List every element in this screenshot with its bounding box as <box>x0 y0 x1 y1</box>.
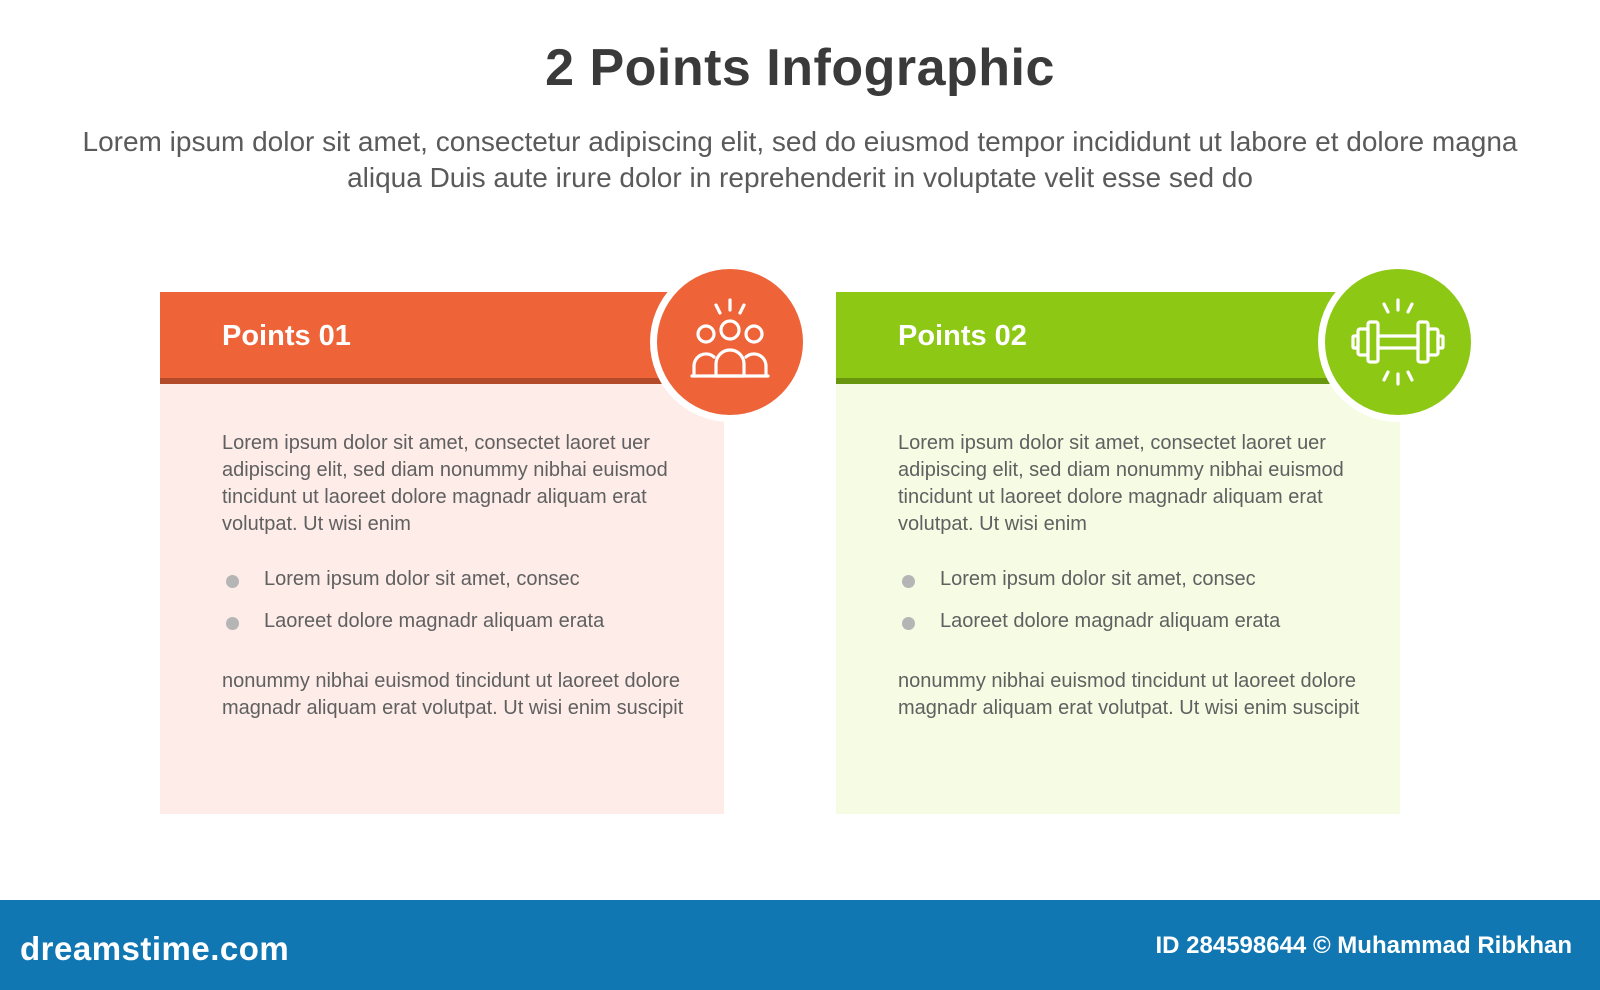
bullet-dot <box>902 575 915 588</box>
bullet-dot <box>902 617 915 630</box>
point-card-1 <box>160 292 724 814</box>
bullet-text: Lorem ipsum dolor sit amet, consec <box>264 568 580 590</box>
page-title: 2 Points Infographic <box>545 39 1055 97</box>
bullet-item <box>898 608 1368 634</box>
card-description-2: nonummy nibhai euismod tincidunt ut laoreet dolore magnadr aliquam erat volutpat. Ut wisi enim suscipit <box>222 670 684 719</box>
people-group-icon <box>657 269 803 415</box>
footer-bar <box>0 900 1600 990</box>
card-header <box>836 292 1356 384</box>
icon-badge <box>1318 262 1478 422</box>
icon-badge <box>650 262 810 422</box>
card-label: Points 01 <box>222 320 351 352</box>
bullet-item <box>898 566 1368 592</box>
bullet-item <box>222 566 692 592</box>
point-card-2 <box>836 292 1400 814</box>
page-subtitle: Lorem ipsum dolor sit amet, consectetur adipiscing elit, sed do eiusmod tempor incididunt ut labore et dolore magna aliqua Duis aute irure dolor in reprehenderit in voluptate velit esse sed do <box>82 126 1518 193</box>
card-header <box>160 292 680 384</box>
image-credit: ID 284598644 © Muhammad Ribkhan <box>1155 932 1572 959</box>
header-shadow <box>836 378 1356 384</box>
dumbbell-icon <box>1325 269 1471 415</box>
bullet-list <box>898 566 1368 650</box>
bullet-text: Lorem ipsum dolor sit amet, consec <box>940 568 1256 590</box>
card-description: Lorem ipsum dolor sit amet, consectet laoret uer adipiscing elit, sed diam nonummy nibhai euismod tincidunt ut laoreet dolore magnadr aliquam erat volutpat. Ut wisi enim <box>898 432 1344 535</box>
bullet-dot <box>226 617 239 630</box>
bullet-text: Laoreet dolore magnadr aliquam erata <box>264 610 605 632</box>
bullet-list <box>222 566 692 650</box>
card-label: Points 02 <box>898 320 1027 352</box>
card-description-2: nonummy nibhai euismod tincidunt ut laoreet dolore magnadr aliquam erat volutpat. Ut wisi enim suscipit <box>898 670 1360 719</box>
bullet-dot <box>226 575 239 588</box>
bullet-item <box>222 608 692 634</box>
bullet-text: Laoreet dolore magnadr aliquam erata <box>940 610 1281 632</box>
brand-logo[interactable]: dreamstime.com <box>20 930 290 967</box>
card-description: Lorem ipsum dolor sit amet, consectet laoret uer adipiscing elit, sed diam nonummy nibhai euismod tincidunt ut laoreet dolore magnadr aliquam erat volutpat. Ut wisi enim <box>222 432 668 535</box>
header-shadow <box>160 378 680 384</box>
